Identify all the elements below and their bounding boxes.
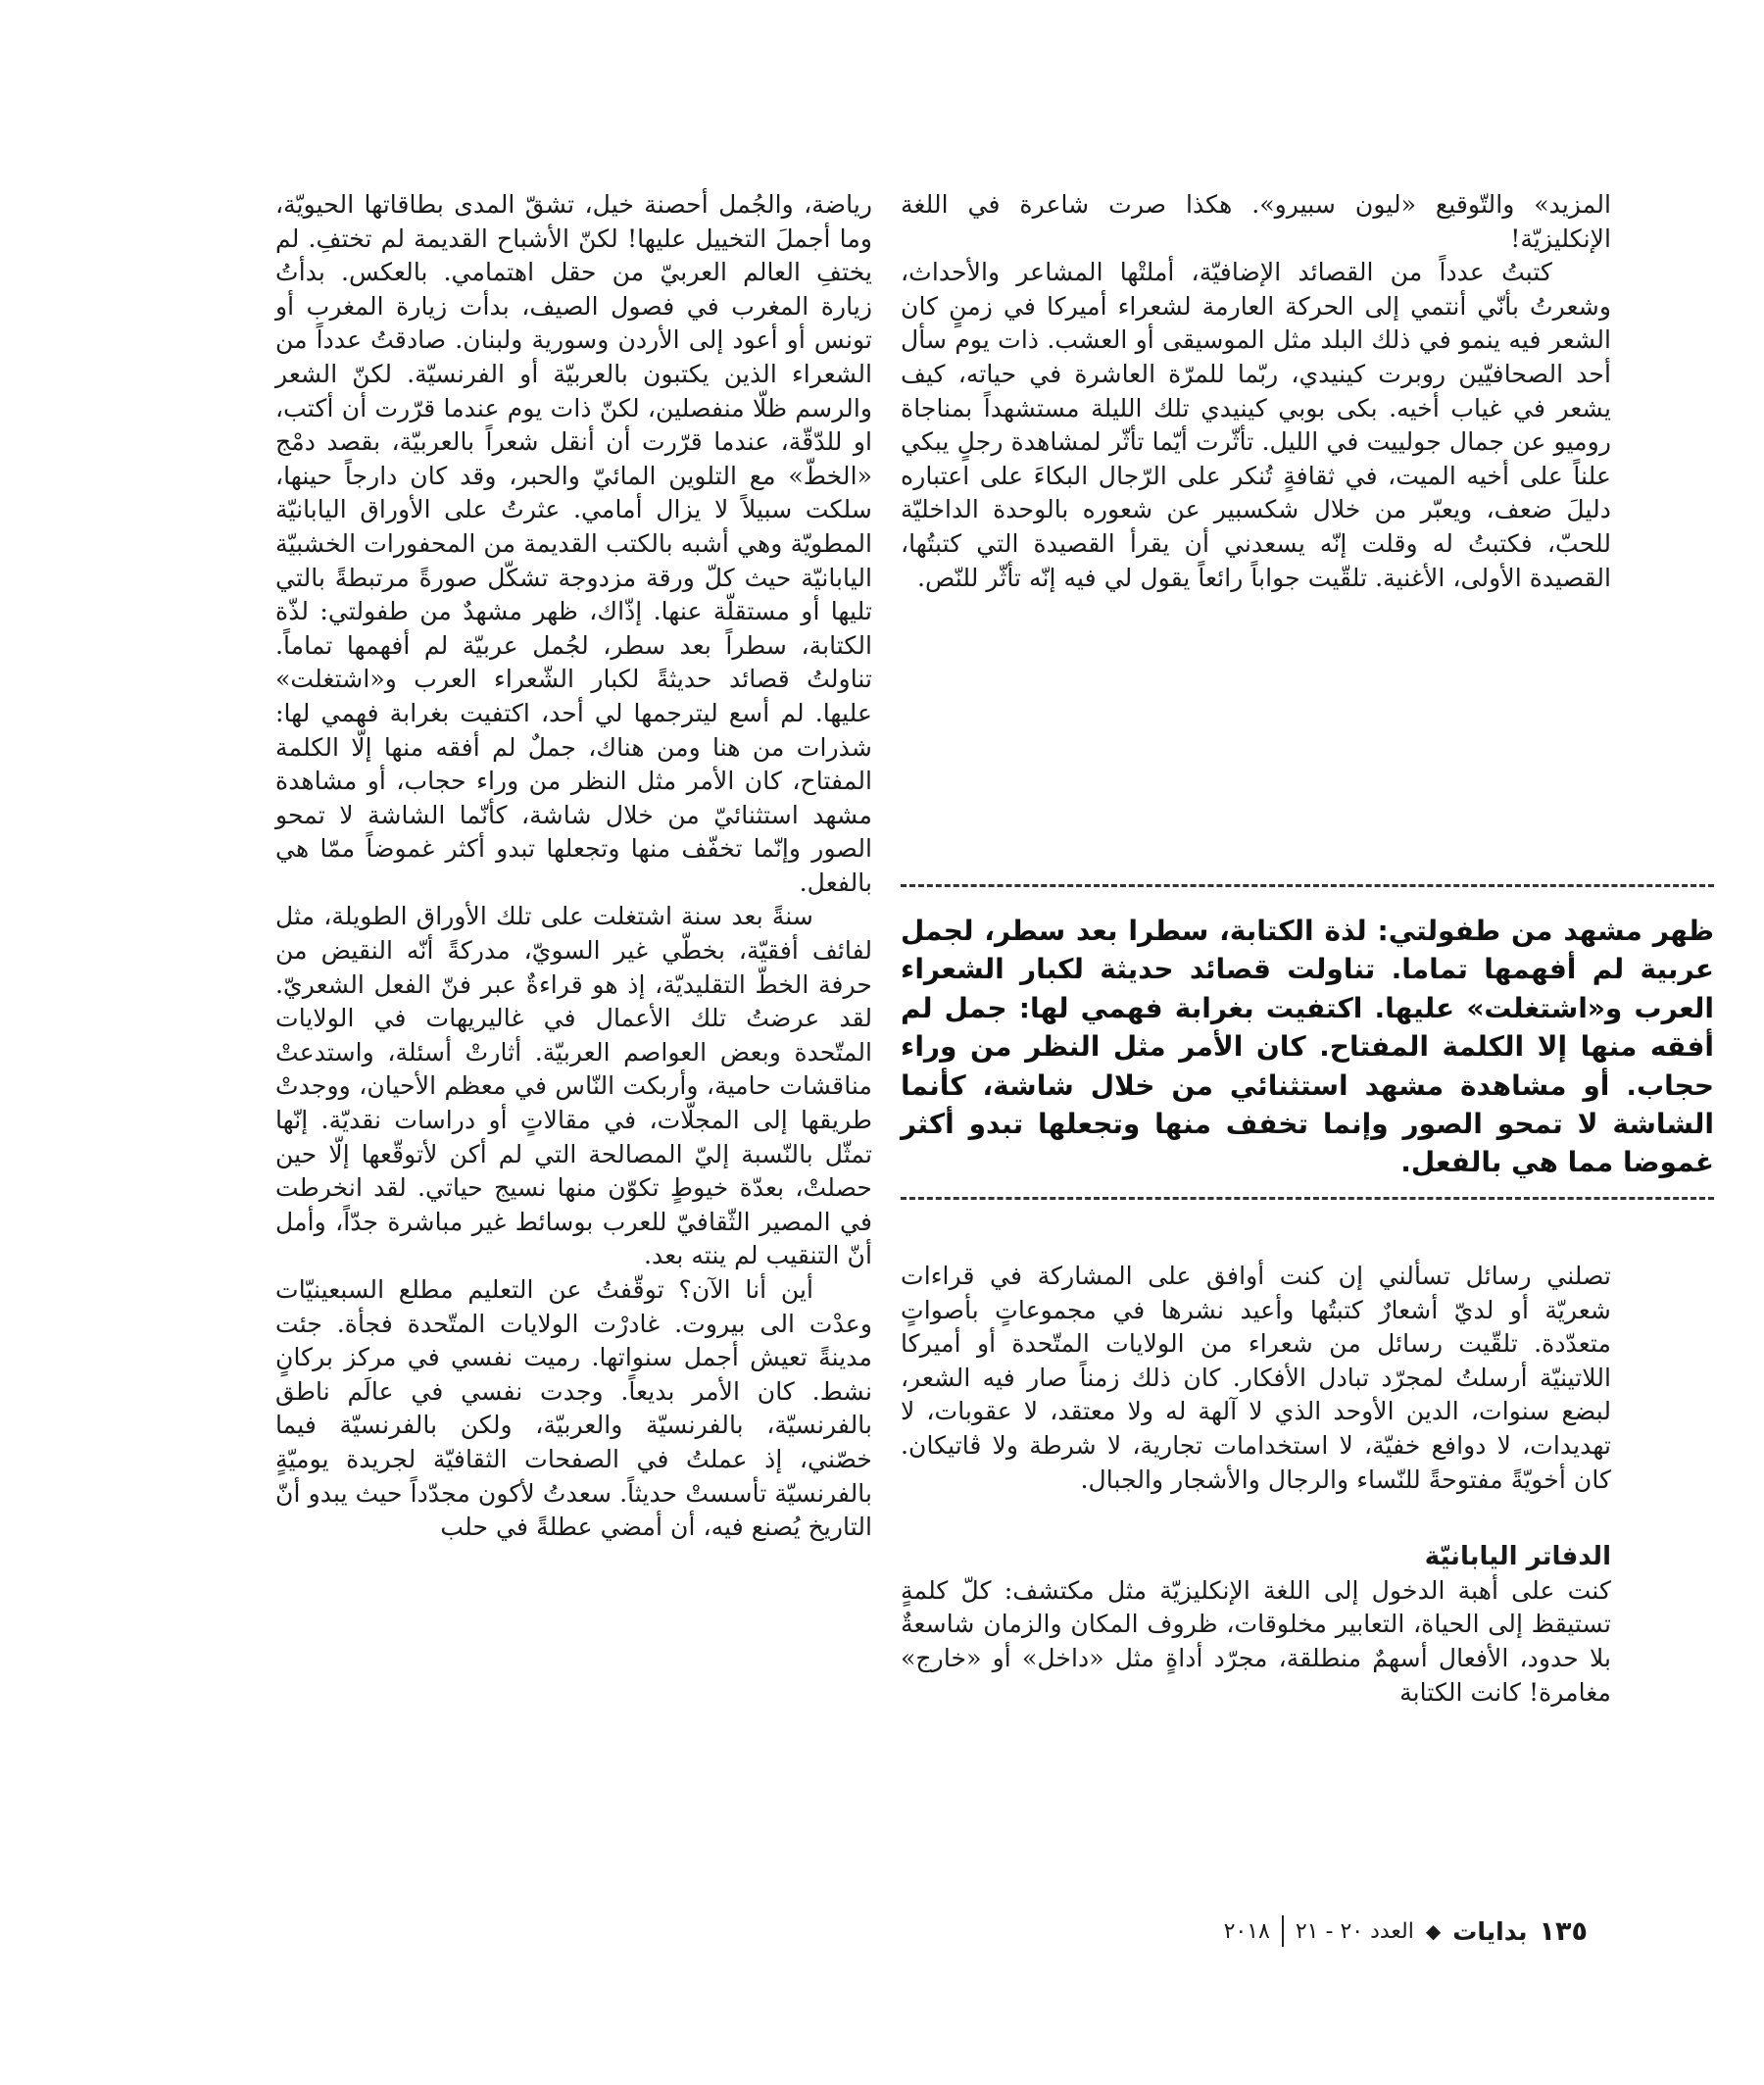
issue-year: ٢٠١٨ [1223, 1918, 1270, 1944]
right-column-top [901, 188, 1611, 595]
page-footer [1156, 1911, 1588, 1951]
body-paragraph: تصلني رسائل تسألني إن كنت أوافق على المشاركة في قراءات شعريّة أو لديّ أشعارٌ كتبتُها وأعيد نشرها في مجموعاتٍ بأصواتٍ متعدّدة. تلقّيت رسائل من شعراء من الولايات المتّحدة أو أميركا اللاتينيّة أرسلتُ لمجرّد تبادل الأفكار. كان ذلك زمناً صار فيه الشعر، لبضع سنوات، الدين الأوحد الذي لا آلهة له ولا معتقد، لا عقوبات، لا تهديدات، لا دوافع خفيّة، لا استخدامات تجارية، لا شرطة ولا ڤاتيكان. كان أخويّةً مفتوحةً للنّساء والرجال والأشجار والجبال. [901, 1262, 1612, 1494]
pull-quote-bottom-rule [901, 1197, 1714, 1200]
body-paragraph: كنت على أهبة الدخول إلى اللغة الإنكليزيّة مثل مكتشف: كلّ كلمةٍ تستيقظ إلى الحياة، التعابير مخلوقات، ظروف المكان والزمان شاسعةٌ بلا حدود، الأفعال أسهمٌ منطلقة، مجرّد أداةٍ مثل «داخل» أو «خارج» مغامرة! كانت الكتابة [901, 1575, 1611, 1707]
issue-label: العدد ٢٠ - ٢١ [1295, 1918, 1414, 1944]
footer-divider [1282, 1915, 1284, 1947]
left-column [275, 188, 872, 1545]
pull-quote: ظهر مشهد من طفولتي: لذة الكتابة، سطرا بعد سطر، لجمل عربية لم أفهمها تماما. تناولت قصائد حديثة لكبار الشعراء العرب و«اشتغلت» عليها. اكتفيت بغرابة فهمي لها: جمل لم أفقه منها إلا الكلمة المفتاح. كان الأمر مثل النظر من وراء حجاب. أو مشاهدة مشهد استثنائي من خلال شاشة، كأنما الشاشة لا تمحو الصور وإنما تخفف منها وتجعلها تبدو أكثر غموضا مما هي بالفعل. [901, 915, 1714, 1179]
right-column-bottom [901, 1260, 1611, 1710]
magazine-title: بدايات [1452, 1916, 1528, 1946]
body-paragraph: رياضة، والجُمل أحصنة خيل، تشقّ المدى بطاقاتها الحيويّة، وما أجملَ التخييل عليها! لكنّ الأشباح القديمة لم تختفِ. لم يختفِ العالم العربيّ من حقل اهتمامي. بالعكس. بدأتُ زيارة المغرب في فصول الصيف، بدأت زيارة المغرب أو تونس أو أعود إلى الأردن وسورية ولبنان. صادقتُ عدداً من الشعراء الذين يكتبون بالعربيّة أو الفرنسيّة. لكنّ الشعر والرسم ظلّا منفصلين، لكنّ ذات يوم عندما قرّرت أن أكتب، او للدّقّة، عندما قرّرت أن أنقل شعراً بالعربيّة، بقصد دمْج «الخطّ» مع التلوين المائيّ والحبر، وقد كان دارجاً حينها، سلكت سبيلاً لا يزال أمامي. عثرتُ على الأوراق اليابانيّة المطويّة وهي أشبه بالكتب القديمة من المحفورات الخشبيّة اليابانيّة حيث كلّ ورقة مزدوجة تشكّل صورةً مرتبطةً بالتي تليها أو مستقلّة عنها. إذّاك، ظهر مشهدٌ من طفولتي: لذّة الكتابة، سطراً بعد سطر، لجُمل عربيّة لم أفهمها تماماً. تناولتُ قصائد حديثةً لكبار الشّعراء العرب و«اشتغلت» عليها. لم أسع ليترجمها لي أحد، اكتفيت بغرابة فهمي لها: شذرات من هنا ومن هناك، جملٌ لم أفقه منها إلّا الكلمة المفتاح، كان الأمر مثل النظر من وراء حجاب، أو مشاهدة مشهد استثنائيّ من خلال شاشة، كأنّما الشاشة لا تمحو الصور وإنّما تخفّف منها وتجعلها تبدو أكثر غموضاً ممّا هي بالفعل. [275, 190, 872, 897]
section-subheading: الدفاتر اليابانيّة [1424, 1542, 1611, 1572]
diamond-icon: ◆ [1425, 1919, 1442, 1943]
body-paragraph: كتبتُ عدداً من القصائد الإضافيّة، أملتْها المشاعر والأحداث، وشعرتُ بأنّي أنتمي إلى الحركة العارمة لشعراء أميركا في زمنٍ كان الشعر فيه ينمو في ذلك البلد مثل الموسيقى أو العشب. ذات يوم سأل أحد الصحافيّين روبرت كينيدي، ربّما للمرّة العاشرة في حياته، كيف يشعر في غياب أخيه. بكى بوبي كينيدي تلك الليلة مستشهداً بمناجاة روميو عن جمال جولييت في الليل. تأثّرت أيّما تأثّر لمشاهدة رجلٍ يبكي علناً على أخيه الميت، في ثقافةٍ تُنكر على الرّجال البكاءَ على اعتباره دليلَ ضعف، ويعبّر من خلال شكسبير عن شعوره بالوحدة الداخليّة للحبّ، فكتبتُ له وقلت إنّه يسعدني أن يقرأ القصيدة التي كتبتُها، القصيدة الأولى، الأغنية. تلقّيت جواباً رائعاً يقول لي فيه إنّه تأثّر للنّص. [901, 258, 1611, 592]
body-paragraph: سنةً بعد سنة اشتغلت على تلك الأوراق الطويلة، مثل لفائف أفقيّة، بخطّي غير السويّ، مدركةً أنّه النقيض من حرفة الخطّ التقليديّة، إذ هو قراءةٌ عبر فنّ الفعل الشعريّ. لقد عرضتُ تلك الأعمال في غاليريهات في الولايات المتّحدة وبعض العواصم العربيّة. أثارتْ أسئلة، واستدعتْ مناقشات حامية، وأربكت النّاس في معظم الأحيان، ووجدتْ طريقها إلى المجلّات، في مقالاتٍ أو دراسات نقديّة. إنّها تمثّل بالنّسبة إليّ المصالحة التي لم أكن لأتوقّعها إلّا حين حصلتْ، بعدّة خيوطٍ تكوّن منها نسيج حياتي. لقد انخرطت في المصير الثّقافيّ للعرب بوسائط غير مباشرة جدّاً، وأمل أنّ التنقيب لم ينته بعد. [275, 902, 872, 1270]
body-paragraph: المزيد» والتّوقيع «ليون سبيرو». هكذا صرت شاعرة في اللغة الإنكليزيّة! [901, 190, 1611, 253]
pull-quote-top-rule [901, 884, 1714, 887]
body-paragraph: أين أنا الآن؟ توقّفتُ عن التعليم مطلع السبعينيّات وعدْت الى بيروت. غادرْت الولايات المتّحدة فجأة. جئت مدينةً تعيش أجمل سنواتها. رميت نفسي في مركز بركانٍ نشط. كان الأمر بديعاً. وجدت نفسي في عالَم ناطق بالفرنسيّة، بالفرنسيّة والعربيّة، ولكن بالفرنسيّة فيما خصّني، إذ عملتُ في الصفحات الثقافيّة لجريدة يوميّةٍ بالفرنسيّة تأسستْ حديثاً. سعدتُ لأكون مجدّداً حيث يبدو أنّ التاريخ يُصنع فيه، أن أمضي عطلةً في حلب [275, 1275, 872, 1542]
page-number: ١٣٥ [1539, 1915, 1588, 1947]
